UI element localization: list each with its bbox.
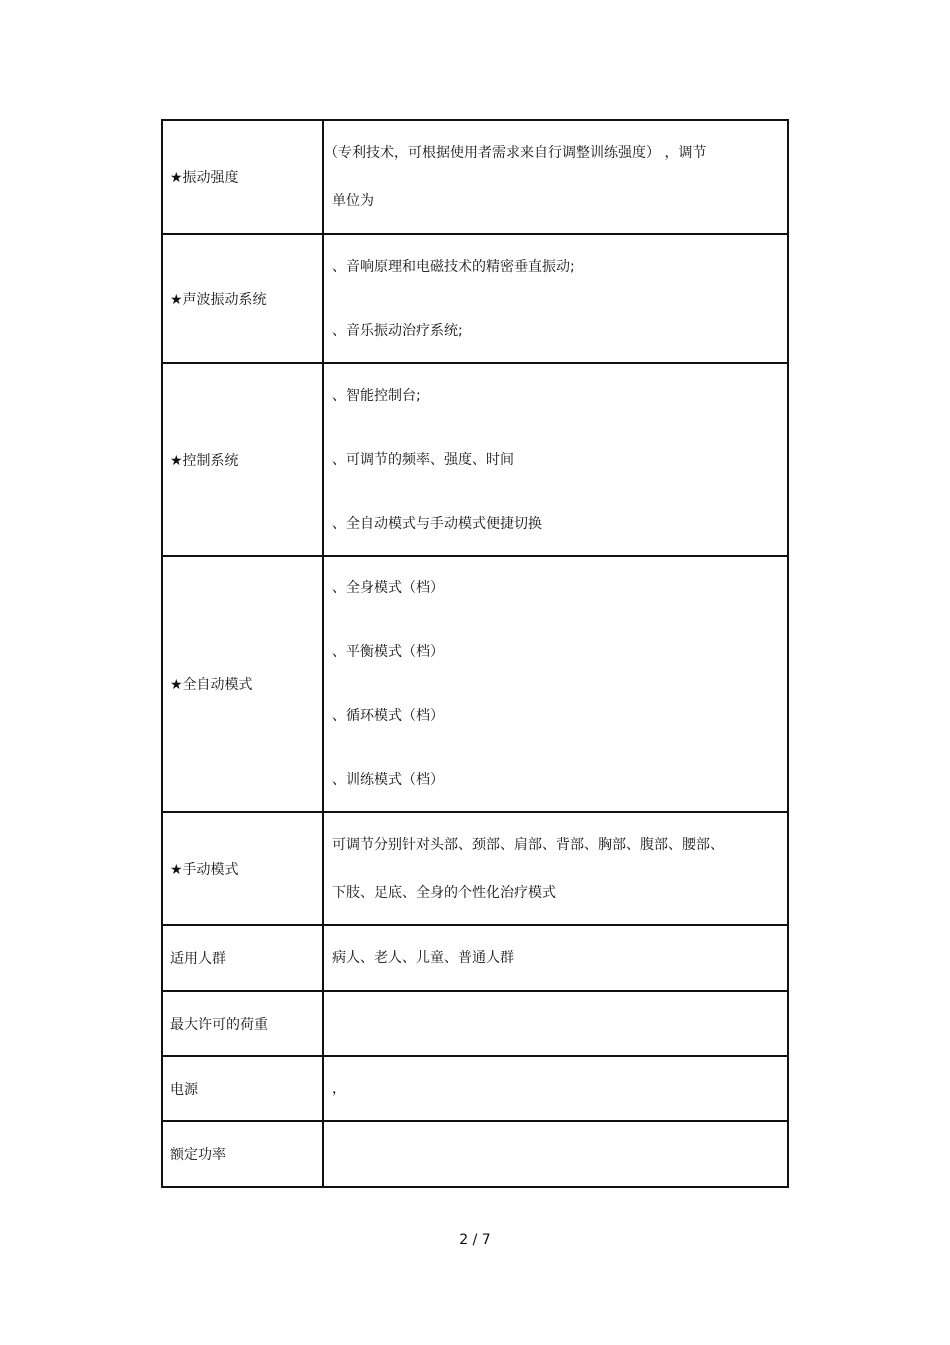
value-line: 、可调节的频率、强度、时间 <box>332 451 514 468</box>
table-row <box>162 991 788 1056</box>
row-label-control-system: ★控制系统 <box>162 363 323 556</box>
value-line: 下肢、足底、全身的个性化治疗模式 <box>332 884 556 901</box>
row-label-target-users: 适用人群 <box>162 925 323 991</box>
value-line: 病人、老人、儿童、普通人群 <box>332 950 514 966</box>
table-row <box>162 120 788 234</box>
spec-table <box>161 119 789 1188</box>
row-label-max-load: 最大许可的荷重 <box>162 991 323 1056</box>
row-value-full-auto-mode <box>323 556 788 812</box>
value-line: 、音响原理和电磁技术的精密垂直振动; <box>332 258 575 275</box>
row-label-manual-mode: ★手动模式 <box>162 812 323 925</box>
row-label-power-supply: 电源 <box>162 1056 323 1121</box>
row-label-vibration-strength: ★振动强度 <box>162 120 323 234</box>
row-value-control-system <box>323 363 788 556</box>
value-line: 、全身模式（档） <box>332 580 444 596</box>
value-line: 单位为 <box>332 193 374 209</box>
page-number: 2 / 7 <box>459 1232 491 1248</box>
value-line: 可调节分别针对头部、颈部、肩部、背部、胸部、腹部、腰部、 <box>332 836 724 853</box>
table-row <box>162 234 788 363</box>
table-row <box>162 1056 788 1121</box>
value-line: 、训练模式（档） <box>332 772 444 788</box>
row-value-max-load <box>323 991 788 1056</box>
row-label-rated-power: 额定功率 <box>162 1121 323 1187</box>
row-value-vibration-strength <box>323 120 788 234</box>
row-label-sonic-vibration-system: ★声波振动系统 <box>162 234 323 363</box>
value-line: 、全自动模式与手动模式便捷切换 <box>332 515 542 532</box>
row-value-manual-mode <box>323 812 788 925</box>
row-value-sonic-vibration-system <box>323 234 788 363</box>
value-line: （专利技术，可根据使用者需求来自行调整训练强度） ，调节 <box>324 145 707 161</box>
table-row <box>162 1121 788 1187</box>
table-row <box>162 363 788 556</box>
table-row <box>162 556 788 812</box>
value-line: 、智能控制台; <box>332 387 421 404</box>
value-line: 、音乐振动治疗系统; <box>332 322 463 339</box>
value-line: ， <box>332 1080 346 1097</box>
table-row <box>162 812 788 925</box>
value-line: 、循环模式（档） <box>332 708 444 724</box>
row-value-power-supply <box>323 1056 788 1121</box>
row-label-full-auto-mode: ★全自动模式 <box>162 556 323 812</box>
row-value-target-users <box>323 925 788 991</box>
table-row <box>162 925 788 991</box>
row-value-rated-power <box>323 1121 788 1187</box>
value-line: 、平衡模式（档） <box>332 644 444 660</box>
